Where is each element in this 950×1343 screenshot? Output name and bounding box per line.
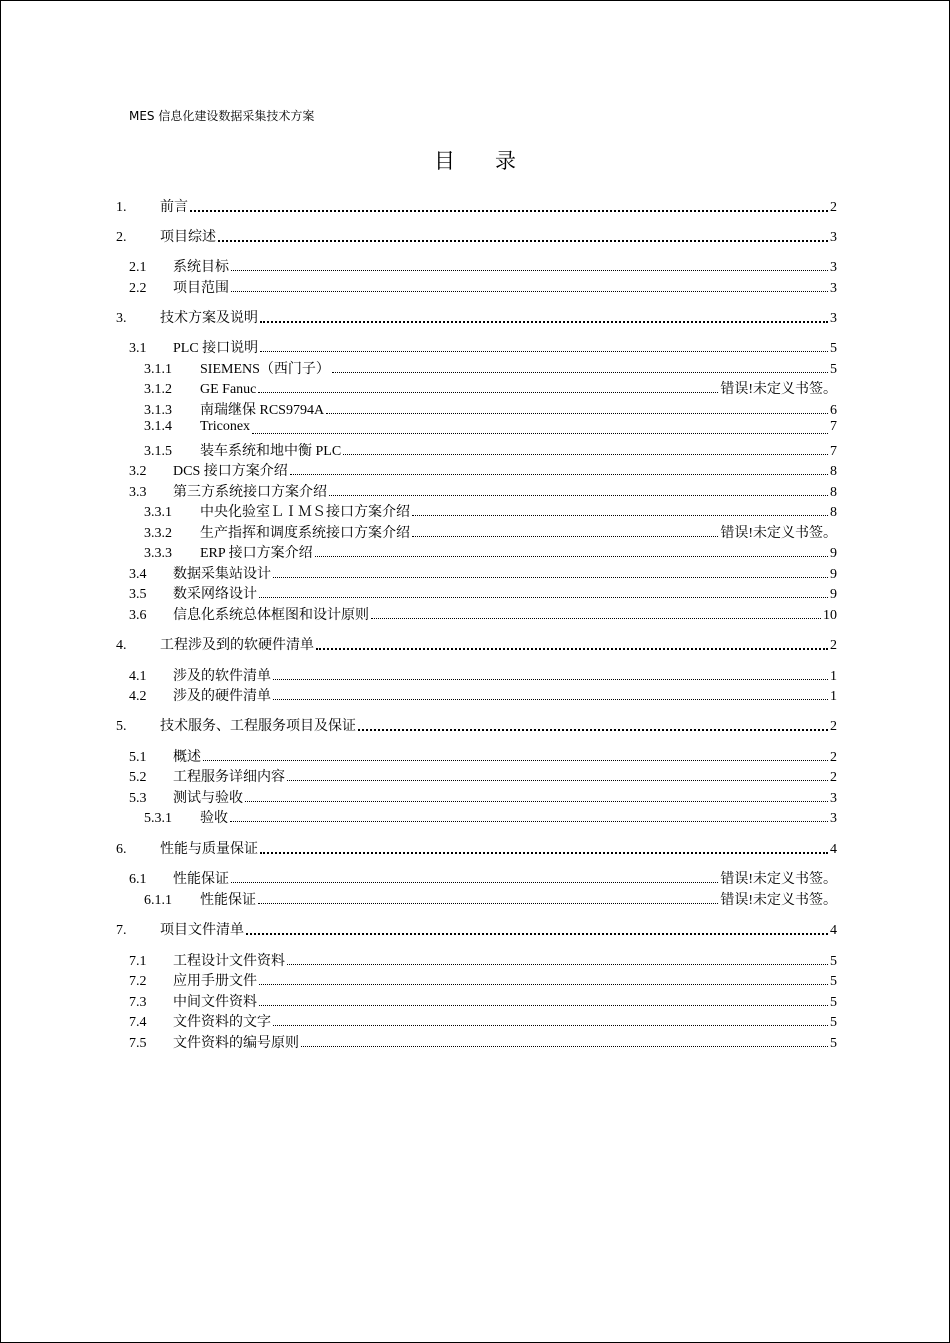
toc-entry-page: 3 bbox=[830, 260, 837, 275]
toc-entry-title: 性能保证 bbox=[200, 893, 256, 908]
toc-entry[interactable] bbox=[129, 481, 837, 501]
toc-entry-title: 文件资料的编号原则 bbox=[173, 1036, 299, 1051]
toc-dot-leader bbox=[412, 522, 718, 542]
toc-entry[interactable] bbox=[144, 501, 837, 521]
toc-dot-leader bbox=[260, 337, 828, 357]
toc-entry[interactable] bbox=[129, 256, 837, 276]
toc-dot-leader bbox=[231, 277, 828, 297]
toc-entry-title: PLC 接口说明 bbox=[173, 341, 259, 356]
toc-dot-leader bbox=[258, 378, 718, 398]
toc-entry-number: 5. bbox=[116, 719, 127, 734]
toc-entry[interactable] bbox=[129, 604, 837, 624]
toc-entry-number: 4.1 bbox=[129, 669, 147, 684]
toc-entry-number: 6.1.1 bbox=[144, 893, 172, 908]
toc-entry-title: GE Fanuc bbox=[200, 382, 257, 397]
toc-dot-leader bbox=[332, 358, 828, 378]
toc-dot-leader bbox=[218, 226, 828, 246]
toc-entry-number: 3.3 bbox=[129, 485, 147, 500]
toc-entry-title: 数采网络设计 bbox=[173, 587, 257, 602]
toc-entry-page: 8 bbox=[830, 464, 837, 479]
toc-entry-title: 测试与验收 bbox=[173, 791, 243, 806]
toc-entry-number: 7.1 bbox=[129, 954, 147, 969]
toc-entry-page: 5 bbox=[830, 1036, 837, 1051]
toc-entry[interactable] bbox=[129, 337, 837, 357]
toc-entry-title: 性能与质量保证 bbox=[160, 842, 258, 857]
toc-entry-page: 2 bbox=[830, 638, 837, 653]
toc-entry-number: 4.2 bbox=[129, 689, 147, 704]
toc-entry-page: 7 bbox=[830, 444, 837, 459]
toc-dot-leader bbox=[246, 919, 828, 939]
toc-dot-leader bbox=[326, 399, 828, 419]
toc-dot-leader bbox=[259, 991, 828, 1011]
toc-entry-title: 性能保证 bbox=[173, 872, 229, 887]
toc-dot-leader bbox=[245, 787, 828, 807]
document-header: MES 信息化建设数据采集技术方案 bbox=[129, 109, 315, 123]
toc-entry-title: Triconex bbox=[200, 419, 251, 434]
toc-entry-number: 3.1.2 bbox=[144, 382, 172, 397]
toc-entry-number: 3.3.3 bbox=[144, 546, 172, 561]
toc-entry-page: 8 bbox=[830, 505, 837, 520]
toc-entry-title: 概述 bbox=[173, 750, 201, 765]
toc-entry-page: 3 bbox=[830, 311, 837, 326]
toc-dot-leader bbox=[230, 807, 828, 827]
toc-entry-number: 3.5 bbox=[129, 587, 147, 602]
toc-dot-leader bbox=[260, 307, 828, 327]
toc-entry-title: 第三方系统接口方案介绍 bbox=[173, 485, 327, 500]
toc-entry-page: 6 bbox=[830, 403, 837, 418]
toc-entry-title: 中间文件资料 bbox=[173, 995, 257, 1010]
toc-entry-number: 3. bbox=[116, 311, 127, 326]
toc-entry[interactable] bbox=[116, 226, 837, 246]
toc-entry-page: 3 bbox=[830, 811, 837, 826]
toc-entry-title: 南瑞继保 RCS9794A bbox=[200, 403, 325, 418]
toc-entry-number: 7.4 bbox=[129, 1015, 147, 1030]
toc-entry-page: 错误!未定义书签。 bbox=[720, 872, 837, 887]
toc-entry-page: 10 bbox=[823, 608, 837, 623]
toc-entry-number: 5.2 bbox=[129, 770, 147, 785]
toc-entry-title: DCS 接口方案介绍 bbox=[173, 464, 288, 479]
toc-dot-leader bbox=[412, 501, 828, 521]
toc-entry-title: ERP 接口方案介绍 bbox=[200, 546, 313, 561]
toc-entry-title: 技术方案及说明 bbox=[160, 311, 258, 326]
toc-entry-number: 1. bbox=[116, 200, 127, 215]
toc-entry[interactable] bbox=[129, 665, 837, 685]
toc-entry-title: 工程涉及到的软硬件清单 bbox=[160, 638, 314, 653]
toc-entry-title: 工程服务详细内容 bbox=[173, 770, 285, 785]
toc-entry-page: 8 bbox=[830, 485, 837, 500]
toc-dot-leader bbox=[273, 1011, 828, 1031]
toc-dot-leader bbox=[287, 766, 828, 786]
toc-entry-number: 3.1.1 bbox=[144, 362, 172, 377]
toc-entry-number: 7.2 bbox=[129, 974, 147, 989]
toc-entry-number: 4. bbox=[116, 638, 127, 653]
toc-entry-page: 7 bbox=[830, 419, 837, 434]
toc-entry-page: 1 bbox=[830, 669, 837, 684]
toc-dot-leader bbox=[315, 542, 828, 562]
toc-dot-leader bbox=[287, 950, 828, 970]
toc-dot-leader bbox=[273, 665, 828, 685]
toc-entry-page: 3 bbox=[830, 230, 837, 245]
toc-entry-page: 5 bbox=[830, 954, 837, 969]
toc-entry-number: 6.1 bbox=[129, 872, 147, 887]
toc-entry-number: 7. bbox=[116, 923, 127, 938]
toc-entry[interactable] bbox=[129, 970, 837, 990]
toc-dot-leader bbox=[301, 1032, 828, 1052]
toc-entry-title: 工程设计文件资料 bbox=[173, 954, 285, 969]
toc-entry[interactable] bbox=[116, 838, 837, 858]
toc-entry-page: 5 bbox=[830, 1015, 837, 1030]
toc-entry-page: 5 bbox=[830, 995, 837, 1010]
toc-entry[interactable] bbox=[144, 542, 837, 562]
toc-dot-leader bbox=[358, 715, 828, 735]
toc-entry[interactable] bbox=[144, 440, 837, 460]
toc-dot-leader bbox=[259, 583, 828, 603]
toc-entry-number: 3.1.5 bbox=[144, 444, 172, 459]
toc-entry-title: 应用手册文件 bbox=[173, 974, 257, 989]
toc-dot-leader bbox=[329, 481, 828, 501]
toc-entry-page: 4 bbox=[830, 842, 837, 857]
toc-entry-title: 前言 bbox=[160, 200, 188, 215]
toc-entry[interactable] bbox=[129, 991, 837, 1011]
toc-entry-page: 2 bbox=[830, 200, 837, 215]
toc-entry-number: 5.3.1 bbox=[144, 811, 172, 826]
toc-dot-leader bbox=[343, 440, 828, 460]
toc-entry[interactable] bbox=[144, 522, 837, 542]
toc-entry-title: 系统目标 bbox=[173, 260, 229, 275]
toc-dot-leader bbox=[259, 970, 828, 990]
toc-entry[interactable] bbox=[129, 787, 837, 807]
toc-entry-title: 项目文件清单 bbox=[160, 923, 244, 938]
toc-dot-leader bbox=[371, 604, 821, 624]
toc-entry-page: 3 bbox=[830, 791, 837, 806]
toc-entry-number: 3.1 bbox=[129, 341, 147, 356]
toc-entry-title: 项目综述 bbox=[160, 230, 216, 245]
toc-entry-page: 9 bbox=[830, 567, 837, 582]
toc-entry[interactable] bbox=[144, 358, 837, 378]
toc-entry-number: 3.4 bbox=[129, 567, 147, 582]
toc-dot-leader bbox=[273, 563, 828, 583]
toc-dot-leader bbox=[290, 460, 828, 480]
toc-entry-page: 3 bbox=[830, 281, 837, 296]
toc-entry-title: 信息化系统总体框图和设计原则 bbox=[173, 608, 369, 623]
toc-entry-number: 3.1.3 bbox=[144, 403, 172, 418]
toc-entry-title: 涉及的硬件清单 bbox=[173, 689, 271, 704]
toc-entry[interactable] bbox=[129, 1032, 837, 1052]
toc-dot-leader bbox=[231, 868, 718, 888]
toc-entry-page: 2 bbox=[830, 750, 837, 765]
toc-entry-title: 装车系统和地中衡 PLC bbox=[200, 444, 342, 459]
toc-entry[interactable] bbox=[116, 715, 837, 735]
toc-entry-number: 3.2 bbox=[129, 464, 147, 479]
toc-entry-page: 5 bbox=[830, 341, 837, 356]
toc-dot-leader bbox=[273, 685, 828, 705]
toc-entry-number: 3.3.2 bbox=[144, 526, 172, 541]
toc-entry[interactable] bbox=[129, 868, 837, 888]
toc-entry[interactable] bbox=[129, 685, 837, 705]
toc-entry-number: 7.5 bbox=[129, 1036, 147, 1051]
toc-entry[interactable] bbox=[129, 583, 837, 603]
toc-entry[interactable] bbox=[129, 563, 837, 583]
toc-entry[interactable] bbox=[129, 460, 837, 480]
toc-entry[interactable] bbox=[129, 950, 837, 970]
toc-entry-page: 9 bbox=[830, 587, 837, 602]
toc-entry-number: 2. bbox=[116, 230, 127, 245]
toc-entry-number: 2.1 bbox=[129, 260, 147, 275]
toc-entry-page: 2 bbox=[830, 770, 837, 785]
toc-title: 目录 bbox=[434, 149, 556, 173]
toc-entry-title: 技术服务、工程服务项目及保证 bbox=[160, 719, 356, 734]
toc-entry-number: 3.3.1 bbox=[144, 505, 172, 520]
toc-entry-title: SIEMENS（西门子） bbox=[200, 362, 330, 377]
toc-dot-leader bbox=[258, 889, 718, 909]
toc-entry[interactable] bbox=[144, 807, 837, 827]
toc-entry-title: 文件资料的文字 bbox=[173, 1015, 271, 1030]
toc-entry-number: 5.3 bbox=[129, 791, 147, 806]
toc-entry[interactable] bbox=[144, 378, 837, 398]
toc-entry[interactable] bbox=[129, 766, 837, 786]
toc-entry-page: 9 bbox=[830, 546, 837, 561]
toc-entry[interactable] bbox=[144, 399, 837, 419]
toc-dot-leader bbox=[190, 196, 828, 216]
toc-entry-number: 3.6 bbox=[129, 608, 147, 623]
toc-entry-page: 5 bbox=[830, 362, 837, 377]
toc-entry-title: 生产指挥和调度系统接口方案介绍 bbox=[200, 526, 410, 541]
toc-dot-leader bbox=[231, 256, 828, 276]
toc-entry-title: 项目范围 bbox=[173, 281, 229, 296]
toc-entry-page: 2 bbox=[830, 719, 837, 734]
toc-entry[interactable] bbox=[129, 746, 837, 766]
toc-entry-page: 错误!未定义书签。 bbox=[720, 526, 837, 541]
toc-entry[interactable] bbox=[116, 196, 837, 216]
toc-entry-page: 错误!未定义书签。 bbox=[720, 893, 837, 908]
toc-entry[interactable] bbox=[116, 919, 837, 939]
toc-entry[interactable] bbox=[129, 277, 837, 297]
toc-entry-number: 3.1.4 bbox=[144, 419, 172, 434]
toc-entry-number: 5.1 bbox=[129, 750, 147, 765]
toc-entry-page: 4 bbox=[830, 923, 837, 938]
toc-entry[interactable] bbox=[116, 634, 837, 654]
toc-dot-leader bbox=[316, 634, 828, 654]
toc-entry-title: 验收 bbox=[200, 811, 228, 826]
toc-entry[interactable] bbox=[129, 1011, 837, 1031]
toc-entry-title: 涉及的软件清单 bbox=[173, 669, 271, 684]
toc-entry[interactable] bbox=[144, 419, 837, 439]
toc-entry-number: 2.2 bbox=[129, 281, 147, 296]
toc-dot-leader bbox=[203, 746, 828, 766]
toc-entry-number: 6. bbox=[116, 842, 127, 857]
toc-entry-title: 中央化验室ＬＩＭＳ接口方案介绍 bbox=[200, 505, 410, 520]
toc-dot-leader bbox=[260, 838, 828, 858]
toc-entry[interactable] bbox=[144, 889, 837, 909]
toc-entry-number: 7.3 bbox=[129, 995, 147, 1010]
toc-dot-leader bbox=[252, 419, 828, 439]
toc-entry-page: 1 bbox=[830, 689, 837, 704]
toc-entry-page: 5 bbox=[830, 974, 837, 989]
toc-entry[interactable] bbox=[116, 307, 837, 327]
toc-entry-title: 数据采集站设计 bbox=[173, 567, 271, 582]
toc-entry-page: 错误!未定义书签。 bbox=[720, 382, 837, 397]
